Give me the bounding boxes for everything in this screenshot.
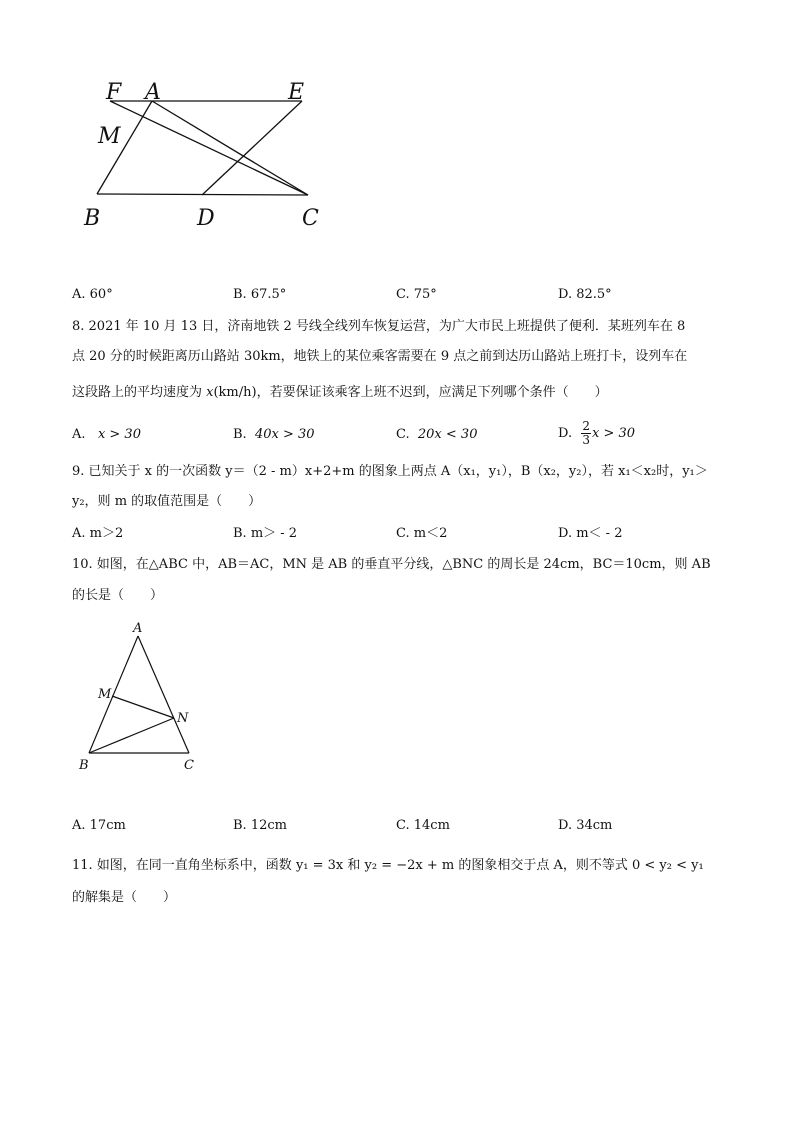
label-B: B — [79, 758, 89, 773]
q10-option-c: C. 14cm — [396, 818, 450, 833]
q8-option-b: B. 40x > 30 — [233, 427, 315, 442]
label-B: B — [84, 206, 101, 231]
q9-text-line1: 9. 已知关于 x 的一次函数 y＝（2 - m）x+2+m 的图象上两点 A（x₁，y₁），B（x₂，y₂），若 x₁＜x₂时，y₁＞ — [72, 464, 708, 479]
q10-option-d: D. 34cm — [558, 818, 613, 833]
label-M: M — [98, 124, 121, 149]
q9-option-d: D. m＜ - 2 — [558, 526, 623, 541]
q10-option-a: A. 17cm — [72, 818, 126, 833]
q11-text-line1: 11. 如图，在同一直角坐标系中，函数 y₁ = 3x 和 y₂ = −2x + m 的图象相交于点 A，则不等式 0 < y₂ < y₁ — [72, 858, 704, 873]
q9-option-a: A. m＞2 — [72, 526, 124, 541]
label-A: A — [145, 80, 161, 105]
label-F: F — [106, 80, 122, 105]
geometry-figure-triangle — [74, 618, 204, 778]
label-E: E — [288, 80, 305, 105]
q8-option-a: A. x > 30 — [72, 427, 141, 442]
label-C: C — [184, 758, 194, 773]
q8-text-line1: 8. 2021 年 10 月 13 日，济南地铁 2 号线全线列车恢复运营，为广大市民上班提供了便利．某班列车在 8 — [72, 319, 686, 334]
q11-text-line2: 的解集是（ ） — [72, 890, 177, 905]
label-C: C — [302, 206, 319, 231]
q9-option-b: B. m＞ - 2 — [233, 526, 298, 541]
q7-option-b: B. 67.5° — [233, 287, 287, 302]
label-N: N — [177, 711, 189, 726]
q10-text-line2: 的长是（ ） — [72, 588, 164, 603]
q8-text-line3: 这段路上的平均速度为 x(km/h)，若要保证该乘客上班不迟到，应满足下列哪个条件（ ） — [72, 385, 608, 400]
q7-option-d: D. 82.5° — [558, 287, 612, 302]
label-M: M — [98, 687, 112, 702]
q7-option-a: A. 60° — [72, 287, 113, 302]
q8-option-d: D. $\frac{2}{3}$ x > 30 — [558, 419, 636, 447]
q9-text-line2: y₂，则 m 的取值范围是（ ） — [72, 494, 262, 509]
geometry-figure-1 — [80, 70, 340, 240]
q8-option-c: C. 20x < 30 — [396, 427, 478, 442]
q7-option-c: C. 75° — [396, 287, 437, 302]
q10-text-line1: 10. 如图，在△ABC 中，AB＝AC，MN 是 AB 的垂直平分线，△BNC 的周长是 24cm，BC＝10cm，则 AB — [72, 557, 711, 572]
q8-text-line2: 点 20 分的时候距离历山路站 30km，地铁上的某位乘客需要在 9 点之前到达历山路站上班打卡，设列车在 — [72, 349, 688, 364]
label-D: D — [197, 206, 215, 231]
q9-option-c: C. m＜2 — [396, 526, 448, 541]
q10-option-b: B. 12cm — [233, 818, 287, 833]
fraction-two-thirds: $\frac{2}{3}$ — [582, 419, 590, 447]
label-A: A — [133, 621, 143, 636]
